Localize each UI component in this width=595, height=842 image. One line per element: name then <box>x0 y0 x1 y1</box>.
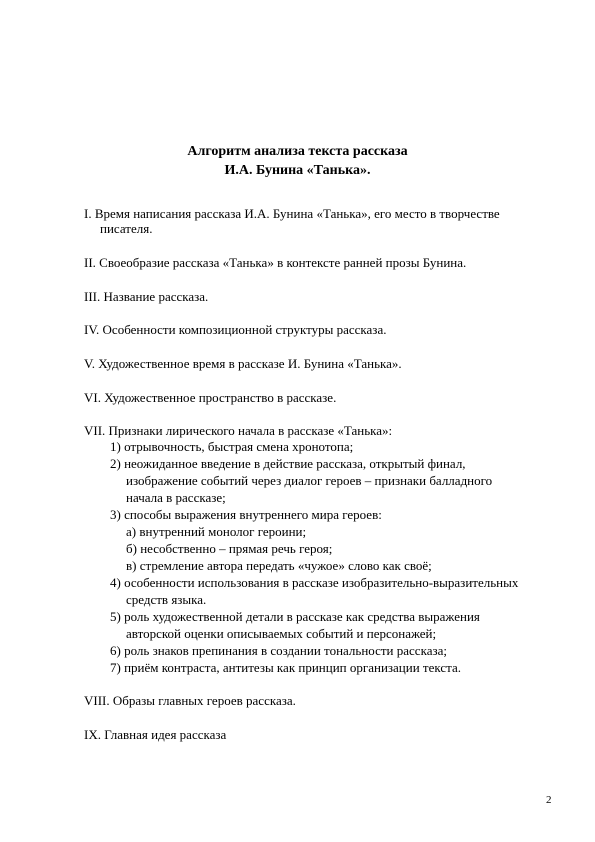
section-9-heading: IX. Главная идея рассказа <box>84 727 227 742</box>
list-item-2: 2) неожиданное введение в действие рассказа, открытый финал, <box>110 456 466 471</box>
section-7-heading: VII. Признаки лирического начала в рассказе «Танька»: <box>84 423 393 438</box>
list-item-6: 6) роль знаков препинания в создании тональности рассказа; <box>110 643 447 658</box>
list-item-4-continuation: средств языка. <box>126 592 207 607</box>
list-item-2-continuation-2: начала в рассказе; <box>126 490 226 505</box>
list-item-4: 4) особенности использования в рассказе изобразительно-выразительных <box>110 575 519 590</box>
document-title-line-2: И.А. Бунина «Танька». <box>224 163 371 178</box>
section-2-heading: II. Своеобразие рассказа «Танька» в контексте ранней прозы Бунина. <box>84 255 467 270</box>
list-item-2-continuation-1: изображение событий через диалог героев – признаки балладного <box>126 473 493 488</box>
list-item-5-continuation: авторской оценки описываемых событий и персонажей; <box>126 626 437 641</box>
page-number: 2 <box>546 794 552 806</box>
section-1-continuation: писателя. <box>100 221 153 236</box>
list-item-1: 1) отрывочность, быстрая смена хронотопа; <box>110 439 354 454</box>
document-title-line-1: Алгоритм анализа текста рассказа <box>187 144 408 159</box>
section-1-heading: I. Время написания рассказа И.А. Бунина «Танька», его место в творчестве <box>84 206 500 221</box>
list-item-5: 5) роль художественной детали в рассказе как средства выражения <box>110 609 480 624</box>
list-subitem-v: в) стремление автора передать «чужое» слово как своё; <box>126 558 432 573</box>
section-4-heading: IV. Особенности композиционной структуры рассказа. <box>84 322 387 337</box>
section-3-heading: III. Название рассказа. <box>84 289 209 304</box>
list-subitem-a: а) внутренний монолог героини; <box>126 524 307 539</box>
list-item-3: 3) способы выражения внутреннего мира героев: <box>110 507 382 522</box>
section-6-heading: VI. Художественное пространство в рассказе. <box>84 390 337 405</box>
list-item-7: 7) приём контраста, антитезы как принцип организации текста. <box>110 660 461 675</box>
section-5-heading: V. Художественное время в рассказе И. Бунина «Танька». <box>84 356 402 371</box>
section-8-heading: VIII. Образы главных героев рассказа. <box>84 693 296 708</box>
list-subitem-b: б) несобственно – прямая речь героя; <box>126 541 333 556</box>
